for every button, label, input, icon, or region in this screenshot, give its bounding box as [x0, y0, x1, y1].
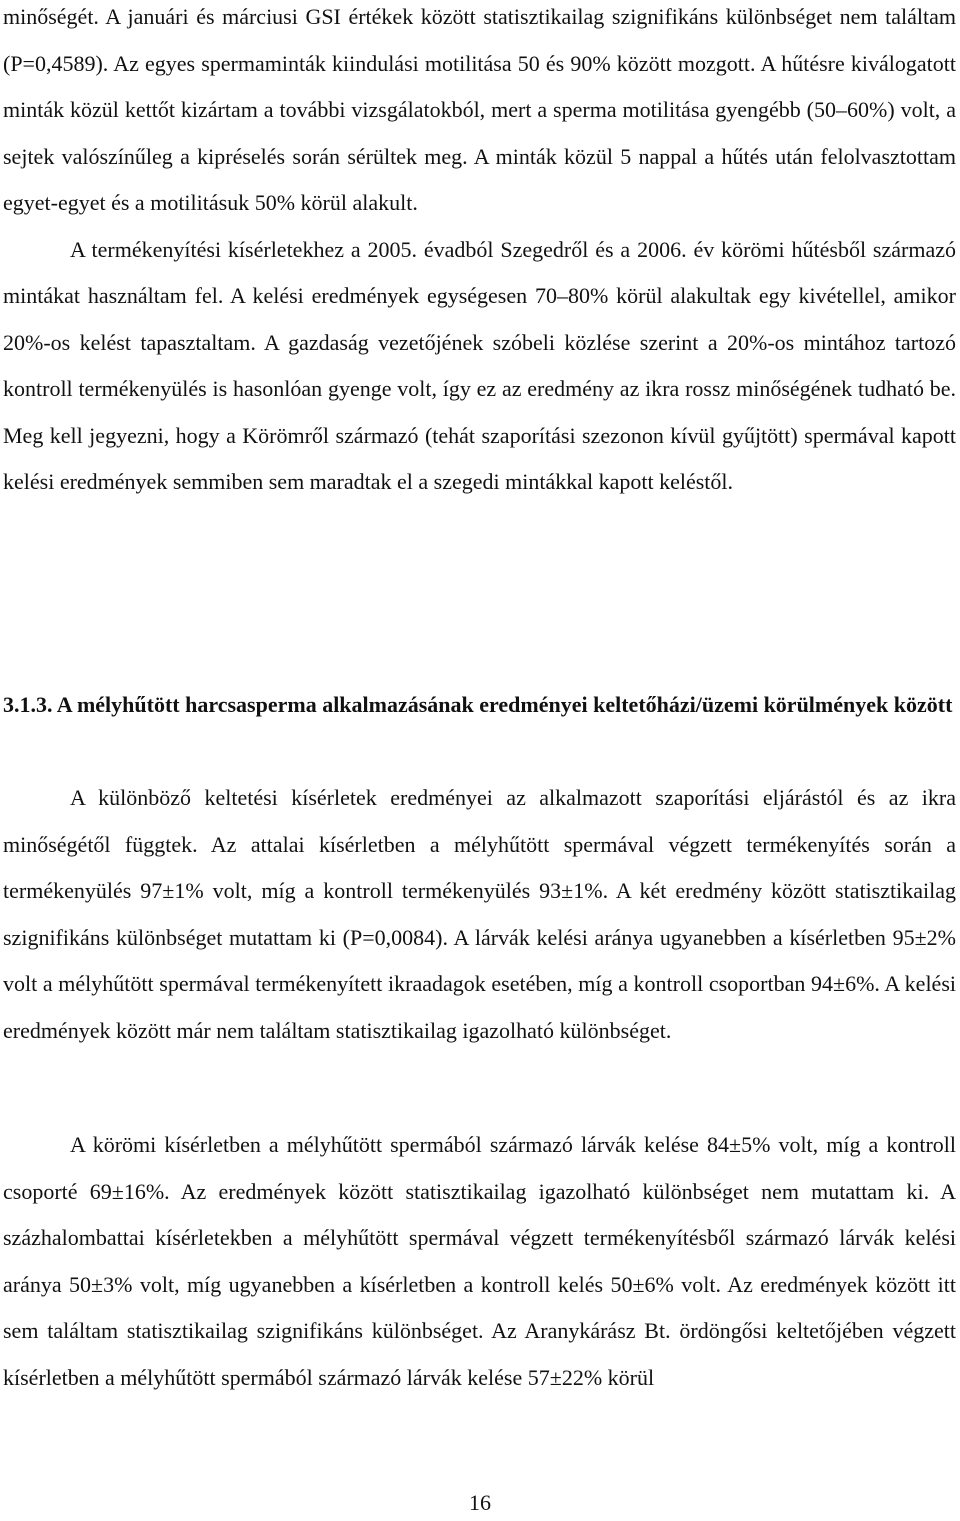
paragraph-fertilization: A termékenyítési kísérletekhez a 2005. évadból Szegedről és a 2006. év körömi hűtésből származó mintákat használtam fel. A kelési eredmények egységesen 70–80% körül alakultak egy kivétellel, amikor 20%-os kelést tapasztaltam. A gazdaság vezetőjének szóbeli közlése szerint a 20%-os mintához tartozó kontroll termékenyülés is hasonlóan gyenge volt, így ez az eredmény az ikra rossz minőségének tudható be. Meg kell jegyezni, hogy a Körömről származó (tehát szaporítási szezonon kívül gyűjtött) spermával kapott kelési eredmények semmiben sem maradtak el a szegedi mintákkal kapott keléstől.: [3, 236, 956, 494]
body-text-block: [3, 0, 956, 506]
paragraph-results-1: A különböző keltetési kísérletek eredményei az alkalmazott szaporítási eljárástól és az ikra minőségétől függtek. Az attalai kísérletben a mélyhűtött spermával végzett termékenyítés során a termékenyülés 97±1% volt, míg a kontroll termékenyülés 93±1%. A két eredmény között statisztikailag szignifikáns különbséget mutattam ki (P=0,0084). A lárvák kelési aránya ugyanebben a kísérletben 95±2% volt a mélyhűtött spermával termékenyített ikraadagok esetében, míg a kontroll csoportban 94±6%. A kelési eredmények között már nem találtam statisztikailag igazolható különbséget.: [3, 785, 956, 1043]
results-text-block: [3, 775, 956, 1054]
page-number: 16: [469, 1490, 491, 1515]
section-heading: 3.1.3. A mélyhűtött harcsasperma alkalmazásának eredményei keltetőházi/üzemi körülmények között: [3, 692, 953, 717]
results-text-block-2: [3, 1122, 956, 1401]
paragraph-continued: minőségét. A januári és márciusi GSI értékek között statisztikailag szignifikáns különbséget nem találtam (P=0,4589). Az egyes spermaminták kiindulási motilitása 50 és 90% között mozgott. A hűtésre kiválogatott minták közül kettőt kizártam a további vizsgálatokból, mert a sperma motilitása gyengébb (50–60%) volt, a sejtek valószínűleg a kipréselés során sérültek meg. A minták közül 5 nappal a hűtés után felolvasztottam egyet-egyet és a motilitásuk 50% körül alakult.: [3, 4, 956, 215]
paragraph-results-2: A körömi kísérletben a mélyhűtött spermából származó lárvák kelése 84±5% volt, míg a kontroll csoporté 69±16%. Az eredmények között statisztikailag igazolható különbséget nem mutattam ki. A százhalombattai kísérletekben a mélyhűtött spermával végzett termékenyítésből származó lárvák kelési aránya 50±3% volt, míg ugyanebben a kísérletben a kontroll kelés 50±6% volt. Az eredmények között itt sem találtam statisztikailag szignifikáns különbséget. Az Aranykárász Bt. ördöngősi keltetőjében végzett kísérletben a mélyhűtött spermából származó lárvák kelése 57±22% körül: [3, 1132, 956, 1390]
